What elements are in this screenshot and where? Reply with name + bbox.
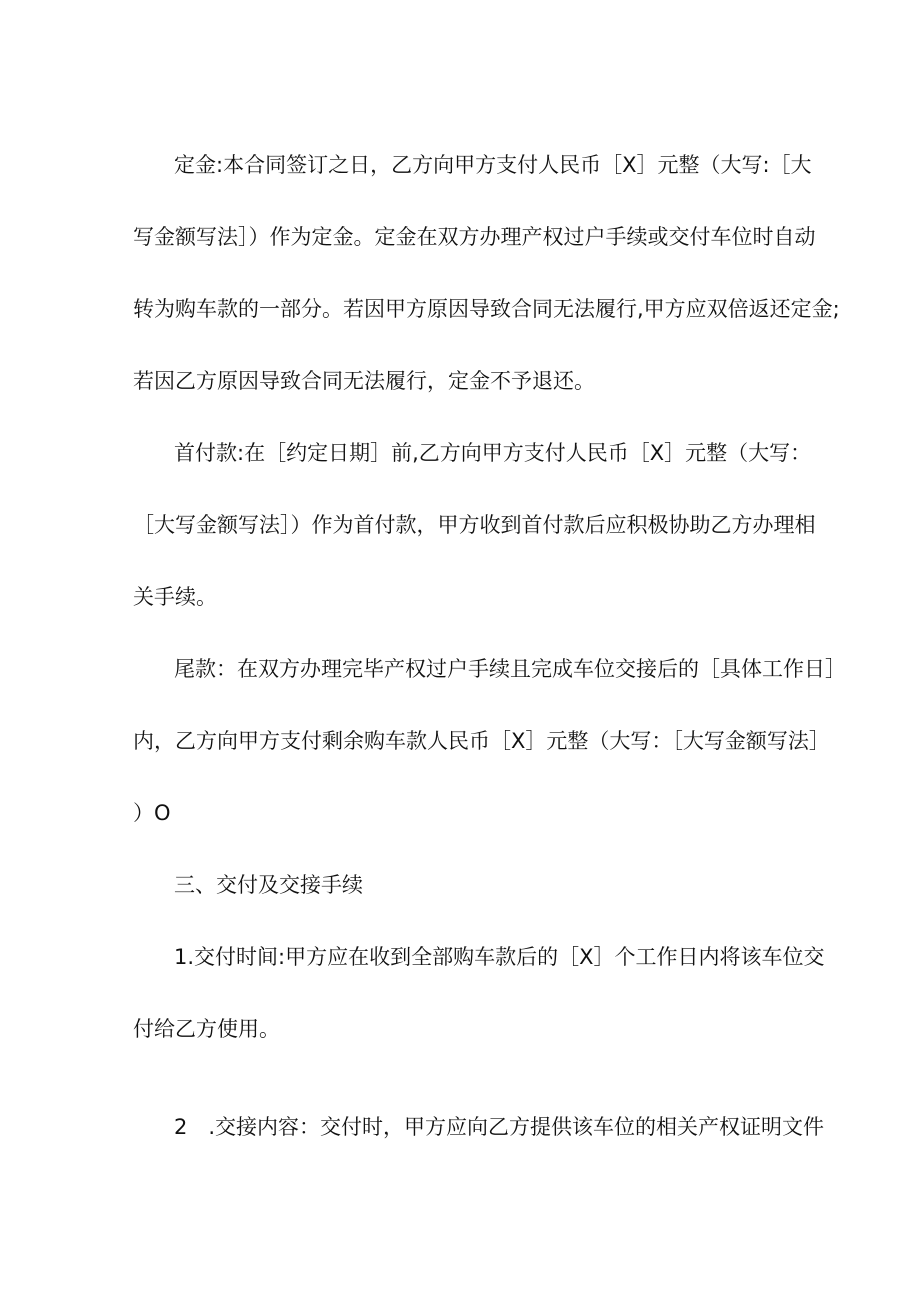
down-payment-line-3: 关手续。: [133, 585, 217, 609]
deposit-line-2: 写金额写法］）作为定金。定金在双方办理产权过户手续或交付车位时自动: [133, 225, 816, 249]
deposit-line-4: 若因乙方原因导致合同无法履行，定金不予退还。: [133, 369, 595, 393]
down-payment-line-1: 首付款:在［约定日期］前,乙方向甲方支付人民币［X］元整（大写：: [174, 441, 812, 465]
final-payment-line-3: ）O: [133, 801, 171, 825]
handover-content-line-1: 2 .交接内容：交付时，甲方应向乙方提供该车位的相关产权证明文件: [174, 1115, 825, 1139]
delivery-time-line-1: 1.交付时间:甲方应在收到全部购车款后的［X］个工作日内将该车位交: [174, 945, 825, 969]
deposit-line-1: 定金:本合同签订之日，乙方向甲方支付人民币［X］元整（大写:［大: [174, 153, 812, 177]
final-payment-line-2: 内，乙方向甲方支付剩余购车款人民币［X］元整（大写：［大写金额写法］: [133, 729, 830, 753]
down-payment-line-2: ［大写金额写法］）作为首付款，甲方收到首付款后应积极协助乙方办理相: [133, 513, 816, 537]
section-heading-delivery: 三、交付及交接手续: [174, 873, 363, 897]
final-payment-line-1: 尾款：在双方办理完毕产权过户手续且完成车位交接后的［具体工作日］: [174, 657, 846, 681]
deposit-line-3: 转为购车款的一部分。若因甲方原因导致合同无法履行,甲方应双倍返还定金;: [133, 297, 840, 321]
delivery-time-line-2: 付给乙方使用。: [133, 1017, 280, 1041]
